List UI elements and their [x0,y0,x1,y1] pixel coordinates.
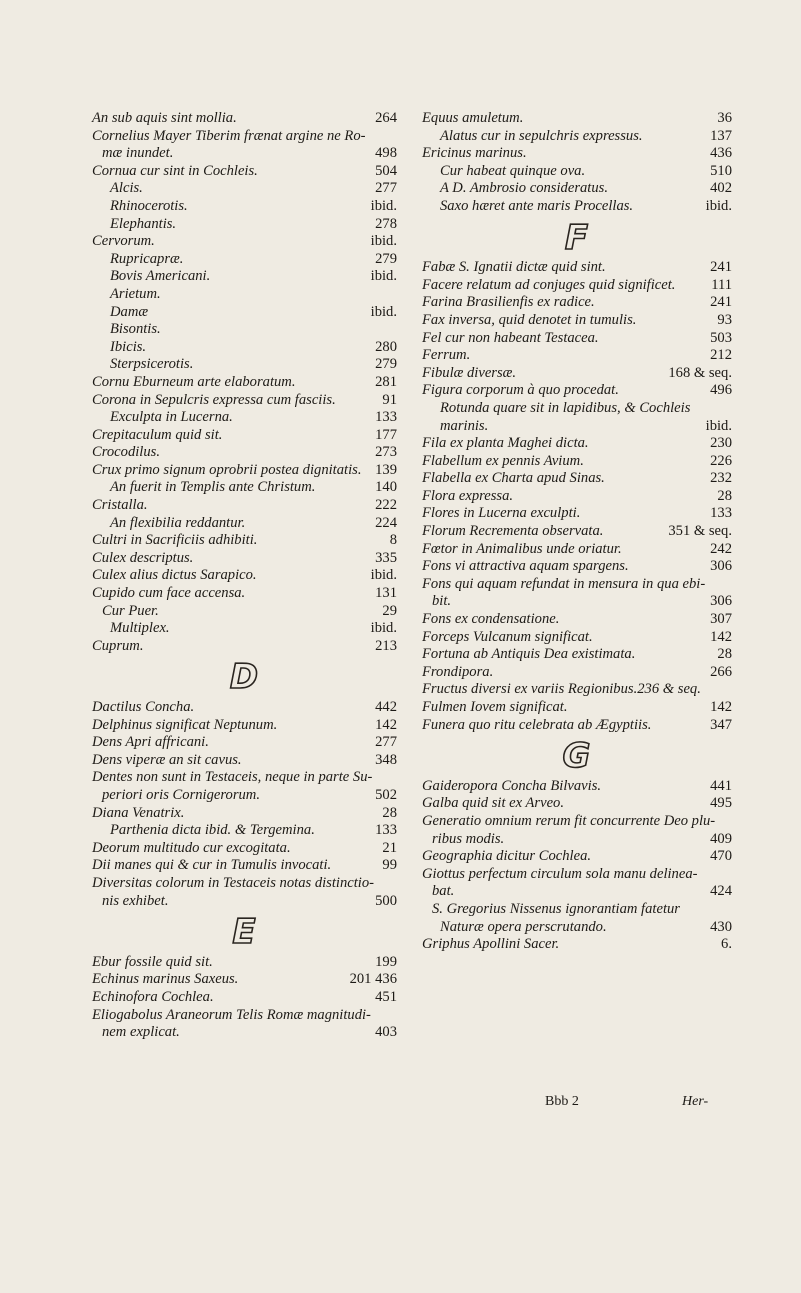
index-entry [92,567,397,585]
entry-text: Rotunda quare sit in lapidibus, & Cochleis [440,399,691,416]
index-entry [422,919,732,937]
entry-text: Echinus marinus Saxeus. [92,971,239,988]
index-entry [422,848,732,866]
index-entry [92,374,397,392]
left-column [92,110,397,1042]
index-entry [92,251,397,269]
index-entry [92,875,397,893]
entry-page: 93 [717,311,732,328]
entry-page: 111 [711,276,732,293]
entry-page: 99 [382,857,397,874]
entry-text: Bisontis. [110,321,161,338]
index-entry [422,699,732,717]
index-entry [422,717,732,735]
entries-c [92,110,397,655]
entry-text: Fabæ S. Ignatii dictæ quid sint. [422,259,606,276]
index-entry [422,541,732,559]
entry-page: 503 [710,329,732,346]
entries-e-cont [422,110,732,216]
index-entry [92,989,397,1007]
entry-page: 91 [382,391,397,408]
index-entry [422,664,732,682]
index-entry [422,505,732,523]
index-entry [92,893,397,911]
index-entry [422,901,732,919]
entry-page: 139 [375,461,397,478]
entries-e [92,954,397,1042]
entry-text: Funera quo ritu celebrata ab Ægyptiis. [422,716,652,733]
entry-page: 6. [721,936,732,953]
entry-text: Rhinocerotis. [110,197,188,214]
entry-text: An sub aquis sint mollia. [92,110,237,126]
index-entry [92,971,397,989]
entry-text: nem explicat. [102,1024,180,1041]
right-column [422,110,732,954]
entry-page: 306 [710,558,732,575]
entry-page: ibid. [370,303,397,320]
section-letter-e: E [232,912,257,953]
index-entry [92,717,397,735]
entry-page: 335 [375,549,397,566]
entry-text: Ericinus marinus. [422,145,527,162]
entry-text: Ebur fossile quid sit. [92,953,213,970]
catchword: Her- [682,1094,709,1109]
entry-text: Geographia dicitur Cochlea. [422,848,592,865]
entry-text: Delphinus significat Neptunum. [92,716,278,733]
entry-page: 273 [375,444,397,461]
entry-text: Fulmen Iovem significat. [422,699,568,715]
entry-text: Cornu Eburneum arte elaboratum. [92,373,296,390]
entry-text: Fœtor in Animalibus unde oriatur. [422,540,622,557]
entry-page: 226 [710,452,732,469]
entry-text: Fons ex condensatione. [422,611,560,628]
entry-page: 241 [710,259,732,276]
index-entry [422,646,732,664]
entry-text: Giottus perfectum circulum sola manu delinea- [422,865,698,882]
entry-text: Fructus diversi ex variis Regionibus.236 & seq. [422,681,701,698]
entry-page: 442 [375,699,397,715]
entry-text: Fax inversa, quid denotet in tumulis. [422,311,637,328]
entry-text: Cervorum. [92,233,155,250]
entry-text: Multiplex. [110,620,170,637]
entry-text: marinis. [440,417,489,434]
entry-text: Crepitaculum quid sit. [92,426,223,443]
index-entry [422,180,732,198]
entry-text: Elephantis. [110,215,177,232]
entry-page: 242 [710,540,732,557]
entry-text: Parthenia dicta ibid. & Tergemina. [110,822,315,839]
entry-page: 451 [375,988,397,1005]
index-entry [422,866,732,884]
index-entry [422,813,732,831]
entry-page: 36 [717,110,732,126]
entry-text: Florum Recrementa observata. [422,523,604,540]
index-entry [92,392,397,410]
entry-page: 436 [710,145,732,162]
entry-page: 21 [382,839,397,856]
entry-page: 470 [710,848,732,865]
index-entry [92,840,397,858]
entry-text: An flexibilia reddantur. [110,514,246,531]
entry-page: 278 [375,215,397,232]
index-entry [422,365,732,383]
index-entry [422,128,732,146]
entry-text: Cuprum. [92,637,144,654]
entry-page: 347 [710,716,732,733]
entry-page: 232 [710,470,732,487]
entry-text: Cultri in Sacrificiis adhibiti. [92,532,258,549]
entry-page: 142 [710,699,732,715]
entry-page: 277 [375,180,397,197]
entry-page: 279 [375,250,397,267]
index-entry [422,831,732,849]
index-entry [422,611,732,629]
entry-text: Forceps Vulcanum significat. [422,628,593,645]
section-letter-g: G [562,736,592,777]
entry-page: 142 [375,716,397,733]
index-entry [92,699,397,717]
index-entry [92,603,397,621]
index-entry [92,304,397,322]
entry-text: Fibulæ diversæ. [422,364,517,381]
index-entry [422,198,732,216]
entry-text: Dii manes qui & cur in Tumulis invocati. [92,857,332,874]
index-entry [422,330,732,348]
entry-page: 266 [710,663,732,680]
entry-page: 28 [717,487,732,504]
entry-text: periori oris Cornigerorum. [102,786,260,803]
entry-text: bit. [432,593,452,610]
entry-text: Saxo hæret ante maris Procellas. [440,197,634,214]
index-entry [422,883,732,901]
index-entry [422,435,732,453]
entry-text: Generatio omnium rerum fit concurrente Deo plu- [422,812,716,829]
entry-page: 424 [710,883,732,900]
index-entry [92,734,397,752]
entry-text: Alatus cur in sepulchris expressus. [440,127,643,144]
entry-text: Naturæ opera perscrutando. [440,918,607,935]
entry-text: Figura corporum à quo procedat. [422,382,619,399]
index-entry [422,523,732,541]
entry-text: Culex alius dictus Sarapico. [92,567,257,584]
index-entry [422,145,732,163]
index-entry [422,110,732,128]
entry-text: Cornelius Mayer Tiberim frænat argine ne Ro- [92,127,366,144]
entry-page: ibid. [705,417,732,434]
entry-page: 140 [375,479,397,496]
entry-text: Damæ [110,303,149,320]
index-entry [422,347,732,365]
entry-text: Crux primo signum oprobrii postea dignitatis. [92,461,362,478]
index-entry [422,382,732,400]
entry-text: Equus amuletum. [422,110,524,126]
index-entry [92,532,397,550]
entry-page: ibid. [370,233,397,250]
index-entry [92,198,397,216]
entries-f [422,259,732,734]
entry-text: Fons qui aquam refundat in mensura in qua ebi- [422,575,706,592]
index-entry [92,233,397,251]
index-entry [92,620,397,638]
entry-page: 498 [375,145,397,162]
entry-text: Fila ex planta Maghei dicta. [422,435,589,452]
entry-page: 142 [710,628,732,645]
entry-page: 28 [717,646,732,663]
index-entry [422,418,732,436]
index-entry [422,470,732,488]
entry-text: bat. [432,883,455,900]
entry-page: 402 [710,180,732,197]
entry-page: 409 [710,830,732,847]
entry-page: 137 [710,127,732,144]
entry-text: An fuerit in Templis ante Christum. [110,479,316,496]
index-entry [92,638,397,656]
entry-page: 495 [710,795,732,812]
index-entry [422,593,732,611]
entry-text: Ferrum. [422,347,471,364]
index-entry [92,444,397,462]
index-entry [422,488,732,506]
index-entry [92,479,397,497]
index-entry [92,550,397,568]
entry-text: Gaideropora Concha Bilvavis. [422,777,602,794]
index-entry [92,286,397,304]
index-entry [92,822,397,840]
index-entry [92,769,397,787]
index-entry [92,805,397,823]
entry-text: Arietum. [110,285,161,302]
entry-text: Rupricapræ. [110,250,184,267]
entry-text: Dens Apri affricani. [92,734,209,751]
entry-text: nis exhibet. [102,892,169,909]
entry-page: 280 [375,338,397,355]
entry-page: 502 [375,786,397,803]
entry-page: 224 [375,514,397,531]
index-entry [422,629,732,647]
entry-text: Fel cur non habeant Testacea. [422,329,599,346]
entry-page: 279 [375,356,397,373]
index-entry [92,339,397,357]
entry-text: Eliogabolus Araneorum Telis Romæ magnitudi- [92,1006,371,1023]
index-entry [92,752,397,770]
entry-page: 8 [389,532,397,549]
entry-page: 441 [710,777,732,794]
entry-text: Echinofora Cochlea. [92,988,214,1005]
entry-text: Frondipora. [422,663,494,680]
entry-text: Cur Puer. [102,602,159,619]
index-entry [422,558,732,576]
index-entry [92,857,397,875]
index-entry [92,515,397,533]
entry-page: 212 [710,347,732,364]
entry-page: 500 [375,892,397,909]
index-entry [92,409,397,427]
index-entry [92,145,397,163]
entry-text: Sterpsicerotis. [110,356,194,373]
index-entry [422,259,732,277]
entry-page: 510 [710,162,732,179]
entry-page: 199 [375,953,397,970]
index-entry [422,795,732,813]
entry-text: Cornua cur sint in Cochleis. [92,162,258,179]
entry-text: Griphus Apollini Sacer. [422,936,560,953]
index-entry [422,163,732,181]
index-entry [92,180,397,198]
index-entry [92,268,397,286]
index-entry [422,576,732,594]
index-entry [422,312,732,330]
entry-text: Flora expressa. [422,487,514,504]
entry-page: 133 [710,505,732,522]
entry-page: 403 [375,1024,397,1041]
entry-page: 241 [710,294,732,311]
entry-page: 351 & seq. [668,523,732,540]
index-entry [422,453,732,471]
entry-text: Fons vi attractiva aquam spargens. [422,558,629,575]
entry-text: Dens viperæ an sit cavus. [92,751,242,768]
entry-text: Exculpta in Lucerna. [110,409,233,426]
index-entry [92,427,397,445]
index-entry [92,497,397,515]
entry-page: 348 [375,751,397,768]
entry-text: A D. Ambrosio consideratus. [440,180,608,197]
section-letter-d: D [229,657,260,698]
index-entry [92,1024,397,1042]
entry-page: 306 [710,593,732,610]
entry-text: Flabellum ex pennis Avium. [422,452,584,469]
entry-page: ibid. [705,197,732,214]
entry-page: 430 [710,918,732,935]
entry-page: 222 [375,497,397,514]
entry-text: Culex descriptus. [92,549,194,566]
entry-text: ribus modis. [432,830,505,847]
entry-page: 496 [710,382,732,399]
entry-text: Flores in Lucerna exculpti. [422,505,581,522]
entry-page: 28 [382,804,397,821]
index-entry [422,277,732,295]
entry-page: ibid. [370,268,397,285]
index-entry [422,681,732,699]
entries-g [422,778,732,954]
index-entry [92,110,397,128]
entry-page: ibid. [370,620,397,637]
index-entry [92,462,397,480]
entry-page: 504 [375,162,397,179]
entry-text: Cupido cum face accensa. [92,585,246,602]
entry-text: Farina Brasilienfis ex radice. [422,294,595,311]
entry-page: ibid. [370,197,397,214]
entry-page: 29 [382,602,397,619]
entry-text: Dactilus Concha. [92,699,195,715]
entry-page: 281 [375,373,397,390]
index-entry [92,163,397,181]
entry-text: Crocodilus. [92,444,160,461]
entry-text: Alcis. [110,180,143,197]
entry-text: Diana Venatrix. [92,804,185,821]
index-entry [92,954,397,972]
entry-text: Bovis Americani. [110,268,211,285]
entry-page: 133 [375,822,397,839]
entry-text: Dentes non sunt in Testaceis, neque in parte Su- [92,769,373,786]
entry-page: 230 [710,435,732,452]
entry-page: 131 [375,585,397,602]
index-entry [422,936,732,954]
entry-page: 177 [375,426,397,443]
entry-page: 213 [375,637,397,654]
index-entry [422,400,732,418]
entry-text: Galba quid sit ex Arveo. [422,795,564,812]
entry-text: Fortuna ab Antiquis Dea existimata. [422,646,636,663]
entry-text: Corona in Sepulcris expressa cum fasciis. [92,391,336,408]
section-letter-f: F [564,217,590,258]
entry-text: Diversitas colorum in Testaceis notas distinctio- [92,874,375,891]
entry-text: Deorum multitudo cur excogitata. [92,839,291,856]
signature-mark: Bbb 2 [545,1094,579,1109]
index-entry [92,321,397,339]
entry-text: S. Gregorius Nissenus ignorantiam fatetur [432,900,680,917]
entries-d [92,699,397,910]
entry-text: mæ inundet. [102,145,174,162]
entry-text: Flabella ex Charta apud Sinas. [422,470,605,487]
index-entry [92,1007,397,1025]
entry-text: Ibicis. [110,338,147,355]
entry-page: 264 [375,110,397,126]
entry-text: Cur habeat quinque ova. [440,162,586,179]
entry-page: 133 [375,409,397,426]
index-entry [92,356,397,374]
entry-text: Facere relatum ad conjuges quid significet. [422,276,676,293]
index-entry [92,787,397,805]
entry-page: 277 [375,734,397,751]
entry-page: ibid. [370,567,397,584]
index-entry [92,128,397,146]
entry-page: 168 & seq. [668,364,732,381]
index-entry [422,778,732,796]
entry-page: 307 [710,611,732,628]
page-footer [545,1094,709,1110]
entry-page: 201 436 [349,971,397,988]
entry-text: Cristalla. [92,497,148,514]
index-entry [92,585,397,603]
index-entry [422,294,732,312]
index-entry [92,216,397,234]
